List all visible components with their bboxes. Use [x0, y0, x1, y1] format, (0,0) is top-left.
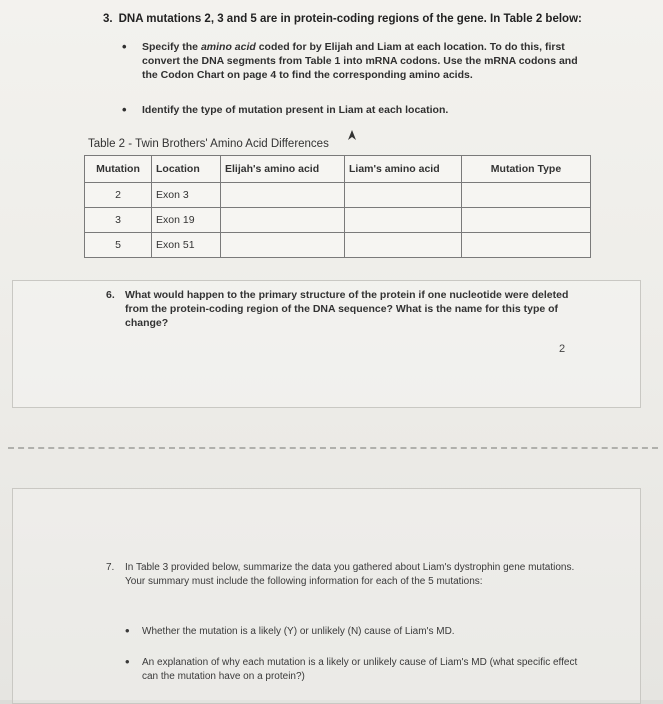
header-mutation-type: Mutation Type	[462, 156, 591, 183]
question-7-bullet-1-text: Whether the mutation is a likely (Y) or unlikely (N) cause of Liam's MD.	[142, 626, 455, 637]
cell-location: Exon 19	[152, 208, 221, 233]
mouse-pointer-icon	[347, 129, 357, 144]
question-3-number: 3.	[103, 13, 113, 25]
header-liam-amino-acid: Liam's amino acid	[345, 156, 462, 183]
cell-location: Exon 3	[152, 183, 221, 208]
cell-mutation: 3	[85, 208, 152, 233]
table-header-row	[85, 156, 591, 183]
question-7-bullet-explanation	[125, 654, 582, 684]
cell-mutation: 5	[85, 233, 152, 258]
question-7	[106, 561, 586, 589]
table-row	[85, 208, 591, 233]
cell-mutation-type[interactable]	[462, 183, 591, 208]
table-row	[85, 233, 591, 258]
bullet-specify-amino-acid	[122, 39, 582, 82]
question-7-number: 7.	[106, 562, 115, 573]
bullet-1-prefix: Specify the	[142, 41, 201, 53]
bullet-glyph: •	[125, 654, 130, 669]
question-3-text: DNA mutations 2, 3 and 5 are in protein-coding regions of the gene. In Table 2 below:	[118, 13, 582, 25]
cell-liam-amino-acid[interactable]	[345, 233, 462, 258]
table-row	[85, 183, 591, 208]
header-location: Location	[152, 156, 221, 183]
bullet-glyph: •	[122, 39, 127, 54]
header-mutation: Mutation	[85, 156, 152, 183]
question-7-bullet-likely-cause	[125, 623, 582, 639]
cell-elijah-amino-acid[interactable]	[221, 183, 345, 208]
bullet-1-suffix: coded for by Elijah and Liam at each location. To do this, first convert the DNA segments from Table 1 into mRNA codons. Use the mRNA codons and the Codon Chart on page 4 to find the corresponding amino acids.	[142, 41, 578, 81]
table-2	[84, 155, 591, 258]
bullet-glyph: •	[122, 102, 127, 117]
arrow-cursor-icon	[347, 129, 357, 141]
cell-liam-amino-acid[interactable]	[345, 183, 462, 208]
cell-location: Exon 51	[152, 233, 221, 258]
cell-liam-amino-acid[interactable]	[345, 208, 462, 233]
question-7-text: In Table 3 provided below, summarize the data you gathered about Liam's dystrophin gene mutations. Your summary must include the following information for each of the 5 mutations:	[125, 562, 575, 587]
bullet-identify-mutation	[122, 102, 582, 117]
bullet-glyph: •	[125, 623, 130, 638]
cell-mutation: 2	[85, 183, 152, 208]
cell-elijah-amino-acid[interactable]	[221, 233, 345, 258]
cell-mutation-type[interactable]	[462, 208, 591, 233]
question-3	[103, 13, 643, 25]
question-7-bullet-2-text: An explanation of why each mutation is a likely or unlikely cause of Liam's MD (what specific effect can the mutation have on a protein?)	[142, 657, 578, 682]
question-6-number: 6.	[106, 289, 115, 301]
question-6-points: 2	[559, 343, 566, 355]
page-divider	[8, 447, 658, 449]
question-6	[106, 288, 576, 330]
bullet-1-emphasis: amino acid	[200, 41, 256, 53]
table-2-caption: Table 2 - Twin Brothers' Amino Acid Differences	[88, 138, 329, 150]
header-elijah-amino-acid: Elijah's amino acid	[221, 156, 345, 183]
cell-mutation-type[interactable]	[462, 233, 591, 258]
bullet-2-text: Identify the type of mutation present in Liam at each location.	[142, 104, 449, 116]
question-6-text: What would happen to the primary structure of the protein if one nucleotide were deleted from the protein-coding region of the DNA sequence? What is the name for this type of change?	[125, 289, 569, 329]
cell-elijah-amino-acid[interactable]	[221, 208, 345, 233]
